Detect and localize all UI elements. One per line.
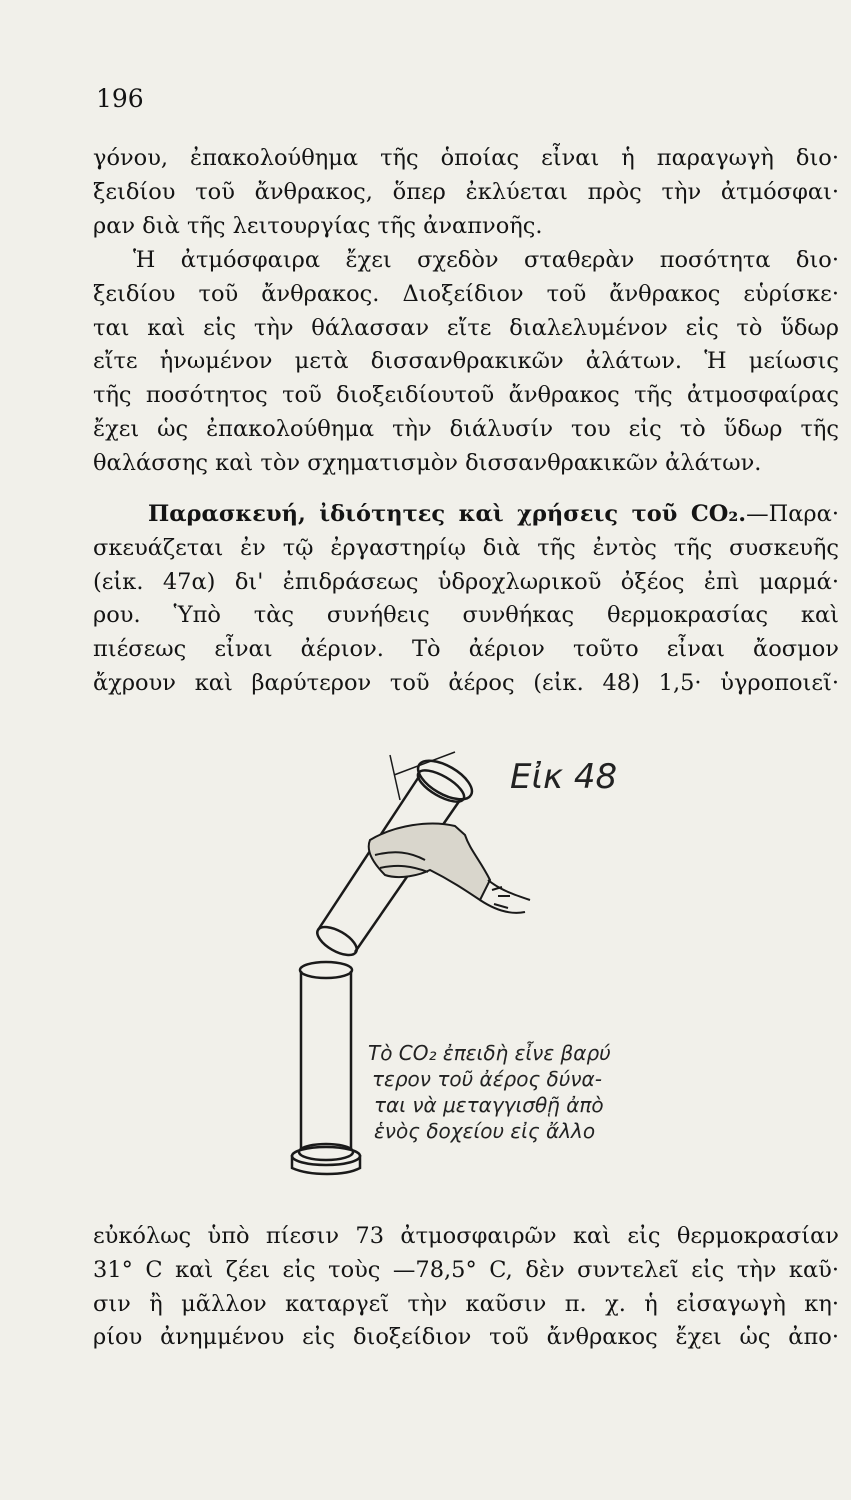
- section-heading: Παρασκευή, ἰδιότητες καὶ χρήσεις τοῦ CO₂.: [148, 501, 747, 527]
- text-line: ρίου ἀνημμένου εἰς διοξείδιον τοῦ ἄνθρακος ἔχει ὡς ἀπο·: [93, 1324, 839, 1351]
- upright-cylinder: [292, 962, 360, 1174]
- figure-label: Εἰκ 48: [510, 757, 618, 797]
- text-line: ρου. Ὑπὸ τὰς συνήθεις συνθήκας θερμοκρασίας καὶ: [93, 602, 839, 629]
- page-number: 196: [96, 84, 144, 113]
- paragraph-1: [93, 142, 839, 243]
- figure-48: [0, 740, 851, 1190]
- paragraph-4: [93, 1220, 839, 1355]
- text-fragment: —Παρα·: [746, 501, 839, 527]
- text-line: ξειδίου τοῦ ἄνθρακος. Διοξείδιον τοῦ ἄνθρακος εὑρίσκε·: [93, 280, 839, 307]
- text-line: ται καὶ εἰς τὴν θάλασσαν εἴτε διαλελυμένον εἰς τὸ ὕδωρ: [93, 314, 839, 341]
- text-line: ραν διὰ τῆς λειτουργίας τῆς ἀναπνοῆς.: [93, 212, 543, 239]
- paragraph-3: [93, 498, 839, 701]
- text-line: 31° C καὶ ζέει εἰς τοὺς —78,5° C, δὲν συντελεῖ εἰς τὴν καῦ·: [93, 1256, 839, 1283]
- text-line: σιν ἢ μᾶλλον καταργεῖ τὴν καῦσιν π. χ. ἡ εἰσαγωγὴ κη·: [93, 1290, 839, 1317]
- text-line: θαλάσσης καὶ τὸν σχηματισμὸν δισσανθρακικῶν ἀλάτων.: [93, 449, 762, 476]
- text-line: ἔχει ὡς ἐπακολούθημα τὴν διάλυσίν του εἰς τὸ ὕδωρ τῆς: [93, 415, 839, 442]
- text-line: (εἰκ. 47α) δι' ἐπιδράσεως ὑδροχλωρικοῦ ὀξέος ἐπὶ μαρμά·: [93, 568, 839, 595]
- text-line: ἄχρουν καὶ βαρύτερον τοῦ ἀέρος (εἰκ. 48) 1,5· ὑγροποιεῖ·: [93, 669, 839, 696]
- text-line: γόνου, ἐπακολούθημα τῆς ὁποίας εἶναι ἡ παραγωγὴ διο·: [93, 145, 839, 171]
- text-line: τῆς ποσότητος τοῦ διοξειδίουτοῦ ἄνθρακος τῆς ἀτμοσφαίρας: [93, 382, 839, 409]
- text-line: εὐκόλως ὑπὸ πίεσιν 73 ἀτμοσφαιρῶν καὶ εἰς θερμοκρασίαν: [93, 1223, 839, 1249]
- figure-caption-line: ἑνὸς δοχείου εἰς ἄλλο: [374, 1119, 596, 1143]
- text-line: Ἡ ἀτμόσφαιρα ἔχει σχεδὸν σταθερὰν ποσότητα διο·: [133, 247, 839, 273]
- figure-caption-line: ται νὰ μεταγγισθῇ ἀπὸ: [374, 1093, 604, 1117]
- figure-caption-line: τερον τοῦ ἀέρος δύνα-: [372, 1067, 602, 1091]
- paragraph-2: [93, 244, 839, 481]
- text-line: [93, 498, 839, 532]
- figure-drawing: [0, 740, 851, 1190]
- hand-drawing: [369, 824, 530, 913]
- text-line: ξειδίου τοῦ ἄνθρακος, ὅπερ ἐκλύεται πρὸς τὴν ἀτμόσφαι·: [93, 178, 839, 205]
- text-line: σκευάζεται ἐν τῷ ἐργαστηρίῳ διὰ τῆς ἐντὸς τῆς συσκευῆς: [93, 534, 839, 561]
- text-line: πιέσεως εἶναι ἀέριον. Τὸ ἀέριον τοῦτο εἶναι ἄοσμον: [93, 636, 839, 663]
- figure-caption-line: Τὸ CO₂ ἐπειδὴ εἶνε βαρύ: [368, 1041, 611, 1065]
- text-line: εἴτε ἡνωμένον μετὰ δισσανθρακικῶν ἀλάτων. Ἡ μείωσις: [93, 348, 839, 375]
